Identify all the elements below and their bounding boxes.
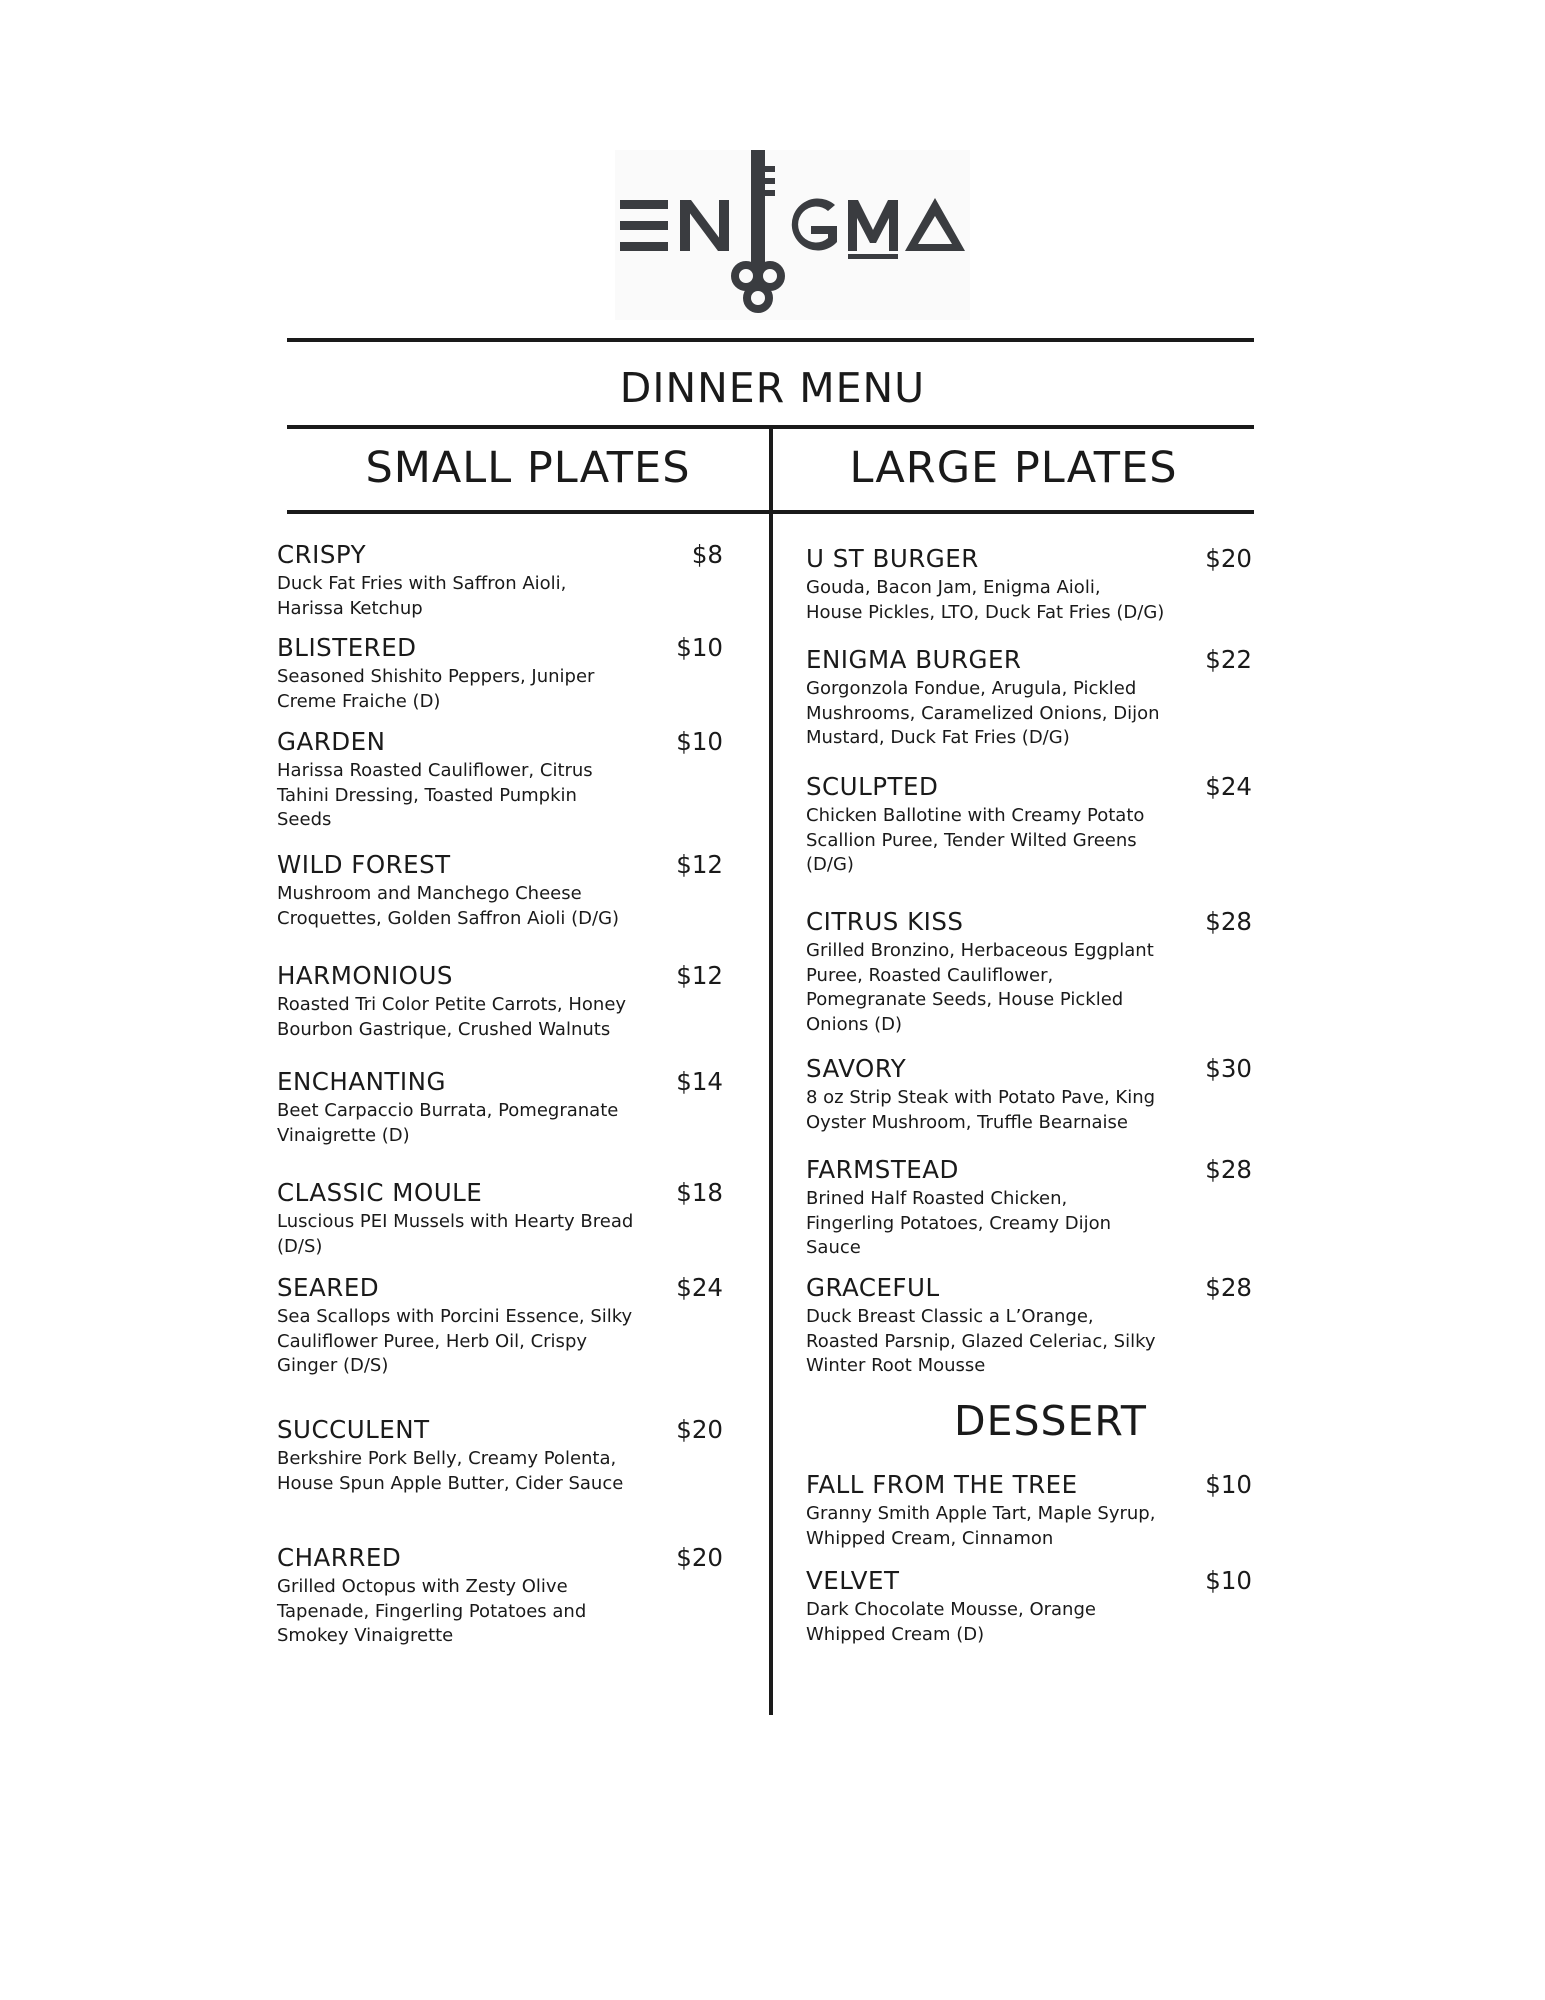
item-price: $24 [1205, 772, 1252, 801]
item-description: Harissa Roasted Cauliflower, Citrus Tahini Dressing, Toasted Pumpkin Seeds [277, 760, 593, 830]
item-name: ENIGMA BURGER [806, 645, 1022, 674]
menu-item [806, 907, 1252, 1037]
item-description: Dark Chocolate Mousse, Orange Whipped Cream (D) [806, 1599, 1096, 1645]
item-description: Berkshire Pork Belly, Creamy Polenta, House Spun Apple Butter, Cider Sauce [277, 1448, 624, 1494]
item-description: Granny Smith Apple Tart, Maple Syrup, Whipped Cream, Cinnamon [806, 1503, 1156, 1549]
item-name: WILD FOREST [277, 850, 451, 879]
item-name: FALL FROM THE TREE [806, 1470, 1078, 1499]
menu-item [277, 540, 723, 621]
menu-item [806, 772, 1252, 878]
item-description: Roasted Tri Color Petite Carrots, Honey Bourbon Gastrique, Crushed Walnuts [277, 994, 627, 1040]
menu-item [277, 961, 723, 1042]
item-price: $20 [676, 1415, 723, 1444]
menu-item [806, 645, 1252, 751]
menu-item [277, 850, 723, 931]
item-name: U ST BURGER [806, 544, 979, 573]
item-description: Gouda, Bacon Jam, Enigma Aioli, House Pickles, LTO, Duck Fat Fries (D/G) [806, 577, 1165, 623]
menu-item [277, 1543, 723, 1649]
column-divider [769, 425, 773, 1715]
item-price: $8 [691, 540, 723, 569]
item-name: ENCHANTING [277, 1067, 446, 1096]
item-description: 8 oz Strip Steak with Potato Pave, King Oyster Mushroom, Truffle Bearnaise [806, 1087, 1156, 1133]
menu-item [277, 727, 723, 833]
menu-item [277, 1067, 723, 1148]
item-name: CITRUS KISS [806, 907, 964, 936]
item-name: BLISTERED [277, 633, 417, 662]
item-price: $14 [676, 1067, 723, 1096]
item-price: $18 [676, 1178, 723, 1207]
item-description: Mushroom and Manchego Cheese Croquettes, Golden Saffron Aioli (D/G) [277, 883, 620, 929]
top-divider [287, 338, 1254, 342]
menu-item [277, 1178, 723, 1259]
item-name: CLASSIC MOULE [277, 1178, 483, 1207]
enigma-logo [615, 150, 970, 320]
item-description: Grilled Bronzino, Herbaceous Eggplant Puree, Roasted Cauliflower, Pomegranate Seeds, House Pickled Onions (D) [806, 940, 1154, 1035]
item-price: $28 [1205, 1273, 1252, 1302]
small-plates-heading: SMALL PLATES [365, 443, 691, 493]
item-price: $20 [1205, 544, 1252, 573]
dessert-heading: DESSERT [954, 1397, 1147, 1445]
menu-item [806, 544, 1252, 625]
item-price: $12 [676, 850, 723, 879]
item-description: Chicken Ballotine with Creamy Potato Scallion Puree, Tender Wilted Greens (D/G) [806, 805, 1145, 875]
item-name: VELVET [806, 1566, 900, 1595]
item-description: Grilled Octopus with Zesty Olive Tapenade, Fingerling Potatoes and Smokey Vinaigrette [277, 1576, 587, 1646]
menu-item [806, 1054, 1252, 1135]
large-plates-heading: LARGE PLATES [849, 443, 1178, 493]
item-price: $12 [676, 961, 723, 990]
item-price: $24 [676, 1273, 723, 1302]
item-price: $10 [1205, 1470, 1252, 1499]
item-price: $22 [1205, 645, 1252, 674]
menu-item [806, 1566, 1252, 1647]
item-description: Duck Fat Fries with Saffron Aioli, Harissa Ketchup [277, 573, 567, 619]
item-name: SAVORY [806, 1054, 907, 1083]
menu-item [806, 1155, 1252, 1261]
item-description: Seasoned Shishito Peppers, Juniper Creme Fraiche (D) [277, 666, 595, 712]
item-description: Sea Scallops with Porcini Essence, Silky Cauliflower Puree, Herb Oil, Crispy Ginger (D/S) [277, 1306, 633, 1376]
item-name: SEARED [277, 1273, 380, 1302]
item-description: Luscious PEI Mussels with Hearty Bread (D/S) [277, 1211, 634, 1257]
skeleton-key-icon [615, 150, 970, 320]
item-description: Brined Half Roasted Chicken, Fingerling Potatoes, Creamy Dijon Sauce [806, 1188, 1112, 1258]
item-price: $28 [1205, 1155, 1252, 1184]
menu-item [277, 1273, 723, 1379]
item-name: GRACEFUL [806, 1273, 940, 1302]
item-price: $10 [1205, 1566, 1252, 1595]
item-name: SCULPTED [806, 772, 939, 801]
item-price: $20 [676, 1543, 723, 1572]
item-price: $10 [676, 727, 723, 756]
item-name: SUCCULENT [277, 1415, 430, 1444]
item-name: GARDEN [277, 727, 386, 756]
menu-item [806, 1273, 1252, 1379]
item-description: Beet Carpaccio Burrata, Pomegranate Vinaigrette (D) [277, 1100, 619, 1146]
item-price: $10 [676, 633, 723, 662]
item-price: $30 [1205, 1054, 1252, 1083]
item-name: CRISPY [277, 540, 367, 569]
item-description: Duck Breast Classic a L’Orange, Roasted Parsnip, Glazed Celeriac, Silky Winter Root Mousse [806, 1306, 1156, 1376]
menu-title: DINNER MENU [619, 364, 926, 412]
item-price: $28 [1205, 907, 1252, 936]
item-name: FARMSTEAD [806, 1155, 959, 1184]
menu-item [277, 1415, 723, 1496]
item-name: HARMONIOUS [277, 961, 453, 990]
item-name: CHARRED [277, 1543, 402, 1572]
item-description: Gorgonzola Fondue, Arugula, Pickled Mushrooms, Caramelized Onions, Dijon Mustard, Duck Fat Fries (D/G) [806, 678, 1160, 748]
menu-item [277, 633, 723, 714]
menu-item [806, 1470, 1252, 1551]
